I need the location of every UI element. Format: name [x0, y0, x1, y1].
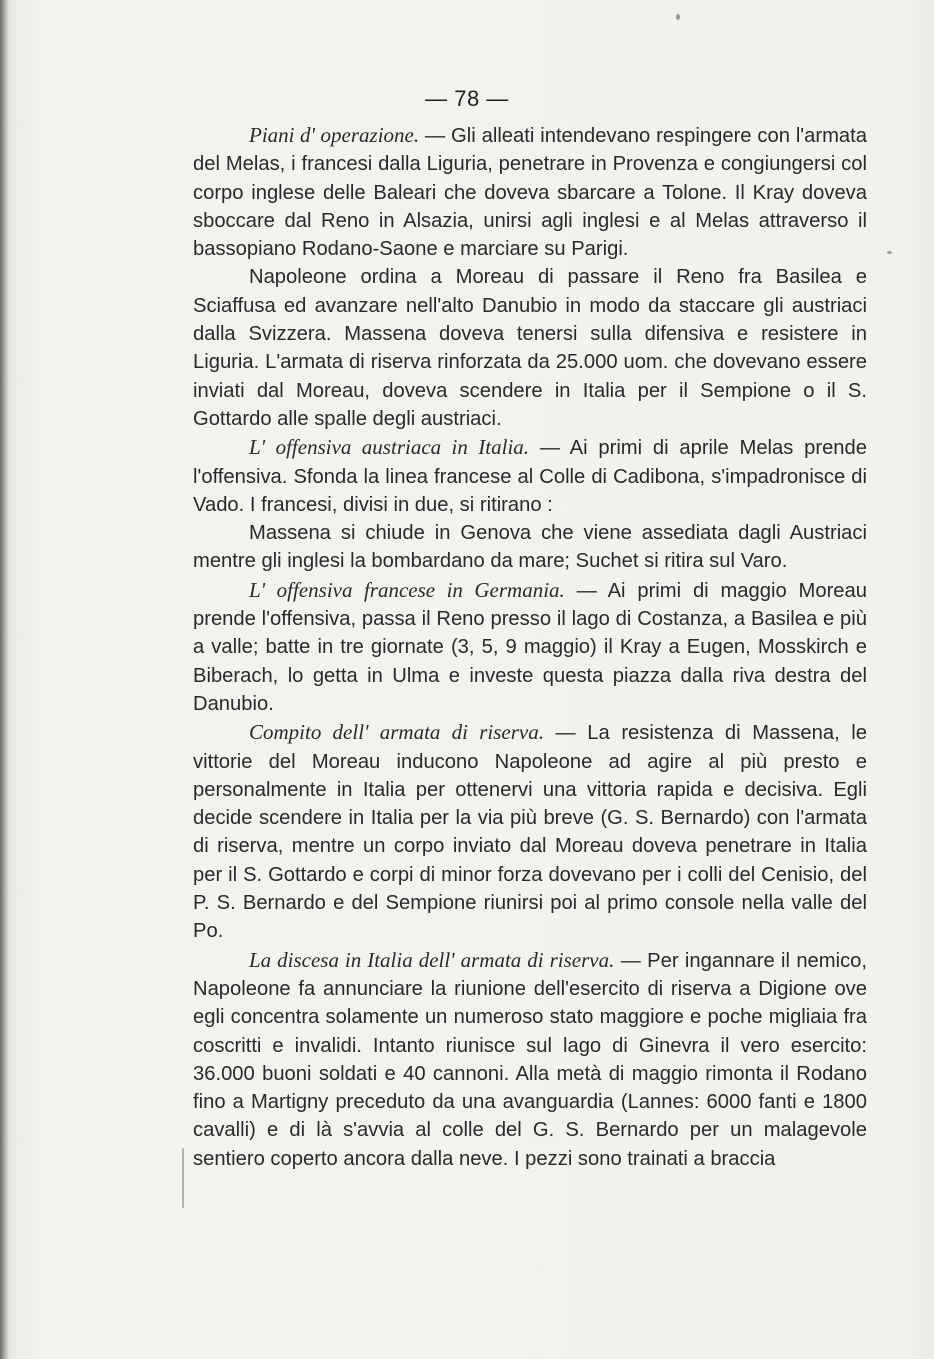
section-heading: L' offensiva austriaca in Italia. [249, 435, 530, 460]
paragraph-text: — Gli alleati intendevano respingere con l'armata del Melas, i francesi dalla Liguria, penetrare in Provenza e congiungersi col corpo inglese delle Baleari che doveva sbarcare a Tolone. Il Kray doveva sboccare dal Reno in Alsazia, unirsi agli inglesi e al Melas attraverso il bassopiano Rodano-Saone e marciare su Parigi. [193, 125, 867, 261]
paragraph-napoleone-ordina [193, 263, 867, 433]
paragraph-massena-genova [193, 519, 867, 576]
body-text [193, 121, 867, 1173]
section-heading: Piani d' operazione. [249, 123, 420, 147]
paper-speck [676, 14, 680, 20]
paragraph-discesa-italia [193, 946, 867, 1173]
paragraph-text: Massena si chiude in Genova che viene assediata dagli Austriaci mentre gli inglesi la bombardano da mare; Suchet si ritira sul Varo. [193, 522, 867, 573]
paragraph-text: — Ai primi di maggio Moreau prende l'offensiva, passa il Reno presso il lago di Costanza, a Basilea e più a valle; batte in tre giornate (3, 5, 9 maggio) il Kray a Eugen, Mosskirch e Biberach, lo getta in Ulma e investe questa piazza dalla riva destra del Danubio. [193, 579, 867, 715]
binding-shadow [0, 0, 9, 1359]
section-heading: La discesa in Italia dell' armata di riserva. [249, 947, 615, 972]
paragraph-offensiva-francese [193, 576, 867, 718]
section-heading: Compito dell' armata di riserva. [249, 720, 544, 745]
page-number: — 78 — [425, 86, 509, 111]
paragraph-text: Napoleone ordina a Moreau di passare il Reno fra Basilea e Sciaffusa ed avanzare nell'alto Danubio in modo da staccare gli austriaci dalla Svizzera. Massena doveva tenersi sulla difensiva e resistere in Liguria. L'armata di riserva rinforzata da 25.000 uom. che dovevano essere inviati dal Moreau, doveva scendere in Italia per il Sempione o il S. Gottardo alle spalle degli austriaci. [193, 266, 867, 430]
paragraph-text: — Ai primi di aprile Melas prende l'offensiva. Sfonda la linea francese al Colle di Cadibona, s'impadronisce di Vado. I francesi, divisi in due, si ritirano : [193, 437, 867, 516]
paragraph-compito-armata [193, 718, 867, 945]
section-heading: L' offensiva francese in Germania. [249, 577, 565, 602]
paragraph-text: — Per ingannare il nemico, Napoleone fa annunciare la riunione dell'esercito di riserva a Digione ove egli concentra solamente un numeroso stato maggiore e poche migliaia fra coscritti e invalidi. Intanto riunisce sul lago di Ginevra il vero esercito: 36.000 buoni soldati e 40 cannoni. Alla metà di maggio rimonta il Rodano fino a Martigny preceduto da una avanguardia (Lannes: 6000 fanti e 1800 cavalli) e di là s'avvia al colle del G. S. Bernardo per un malagevole sentiero coperto ancora dalla neve. I pezzi sono trainati a braccia [193, 949, 868, 1170]
paper-speck [182, 1148, 184, 1208]
paper-speck [887, 251, 892, 254]
paragraph-offensiva-austriaca [193, 433, 867, 519]
paragraph-piani-operazione [193, 121, 867, 263]
paragraph-text: — La resistenza di Massena, le vittorie del Moreau inducono Napoleone ad agire al più presto e personalmente in Italia per ottenervi una vittoria rapida e decisiva. Egli decide scendere in Italia per la via più breve (G. S. Bernardo) con l'armata di riserva, mentre un corpo inviato dal Moreau doveva penetrare in Italia per il S. Gottardo e corpi di minor forza dovevano per i colli del Cenisio, del P. S. Bernardo e del Sempione riunirsi poi al primo console nella valle del Po. [193, 722, 868, 943]
